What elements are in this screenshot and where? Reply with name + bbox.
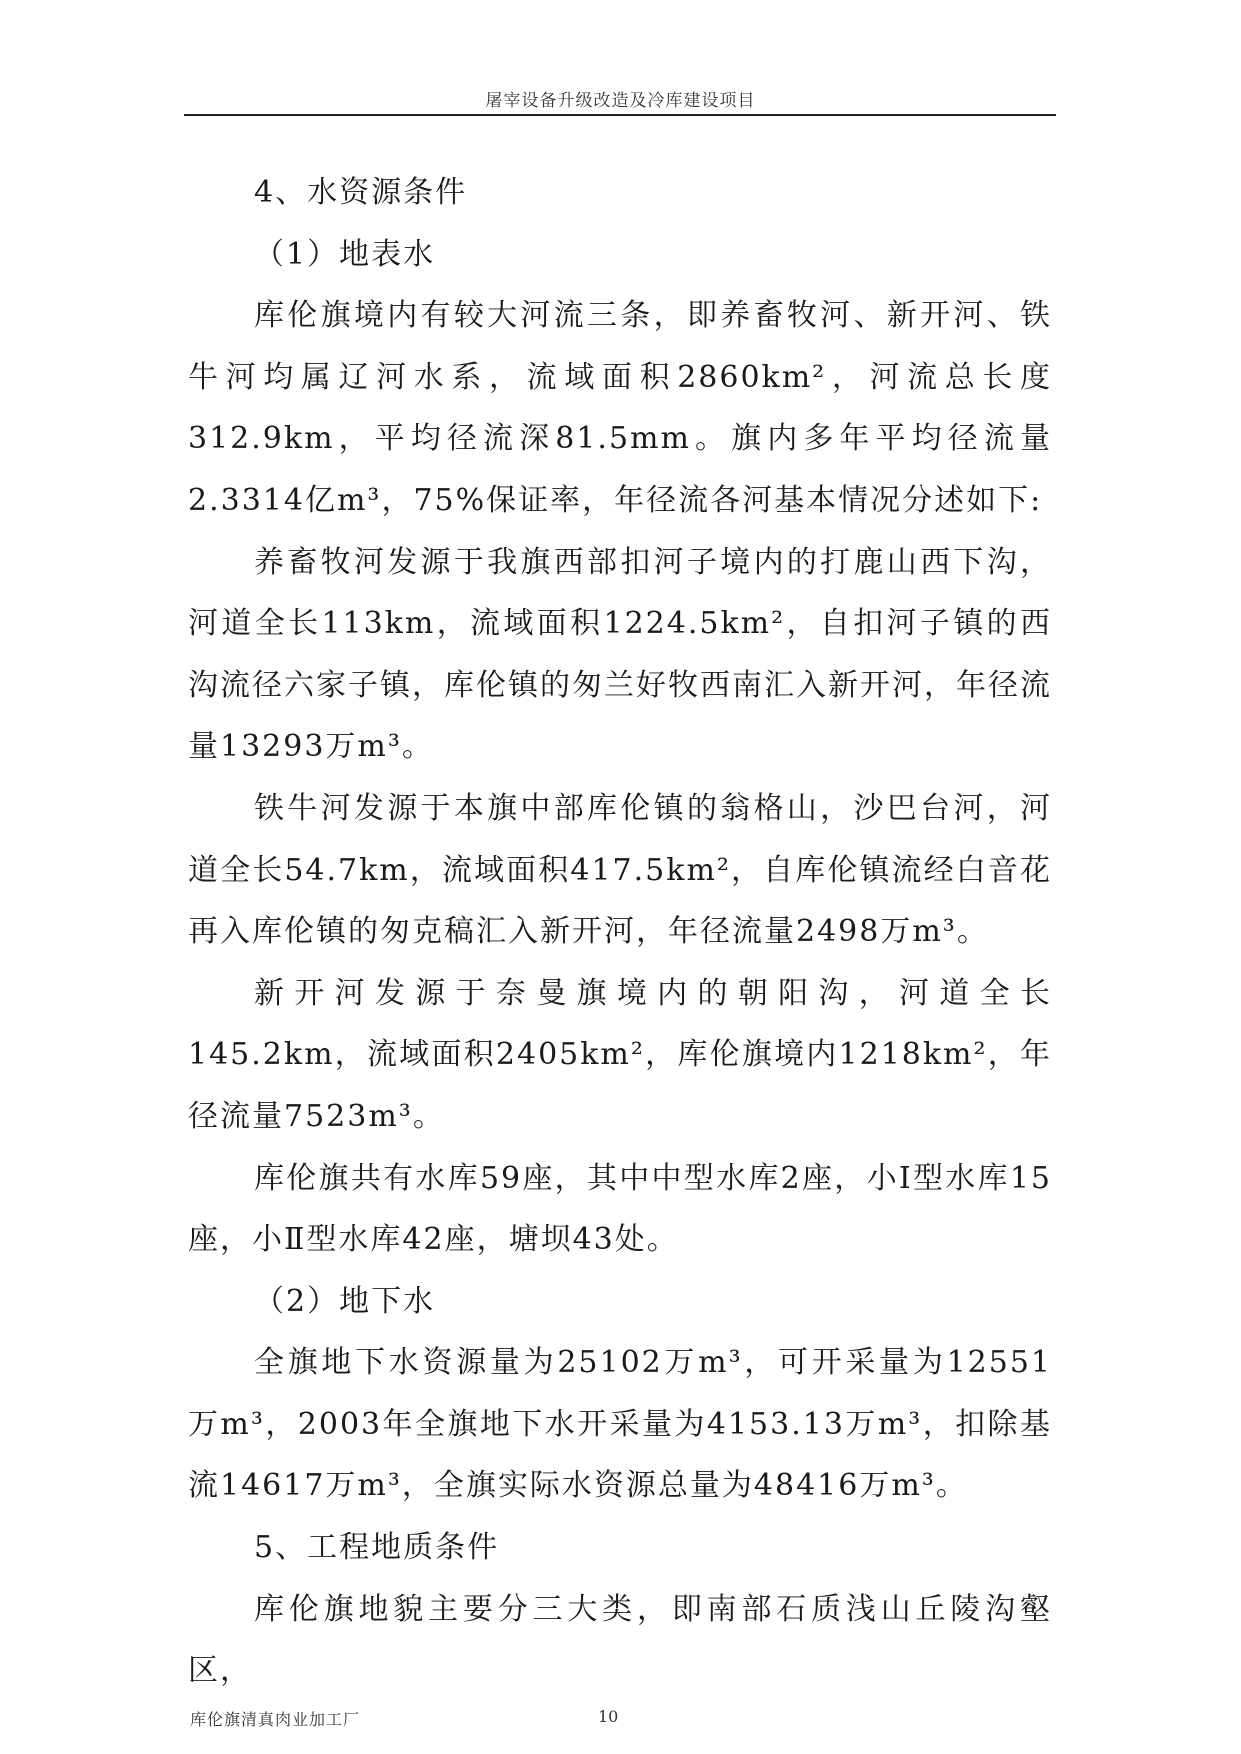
paragraph-reservoirs: 库伦旗共有水库59座，其中中型水库2座，小Ⅰ型水库15座，小Ⅱ型水库42座，塘坝43处。: [188, 1160, 1052, 1258]
paragraph-tieniu-river: 铁牛河发源于本旗中部库伦镇的翁格山，沙巴台河，河道全长54.7km，流域面积417.5km²，自库伦镇流经白音花再入库伦镇的匆克稿汇入新开河，年径流量2498万m³。: [188, 790, 1052, 950]
paragraph-rivers-overview: 库伦旗境内有较大河流三条，即养畜牧河、新开河、铁牛河均属辽河水系，流域面积2860km²，河流总长度312.9km，平均径流深81.5mm。旗内多年平均径流量2.3314亿m³，75%保证率，年径流各河基本情况分述如下:: [188, 298, 1052, 518]
subsection-groundwater-heading: （2）地下水: [254, 1283, 436, 1319]
header-divider: [184, 114, 1056, 116]
page-number: 10: [598, 1707, 619, 1726]
footer-company: 库伦旗清真肉业加工厂: [190, 1710, 361, 1729]
paragraph-groundwater: 全旗地下水资源量为25102万m³，可开采量为12551万m³，2003年全旗地下水开采量为4153.13万m³，扣除基流14617万m³，全旗实际水资源总量为48416万m³。: [188, 1345, 1052, 1504]
paragraph-yangxumu-river: 养畜牧河发源于我旗西部扣河子境内的打鹿山西下沟，河道全长113km，流域面积1224.5km²，自扣河子镇的西沟流径六家子镇，库伦镇的匆兰好牧西南汇入新开河，年径流量13293万m³。: [188, 544, 1052, 765]
paragraph-geology: 库伦旗地貌主要分三大类，即南部石质浅山丘陵沟壑区，: [188, 1591, 1052, 1689]
section-5-heading: 5、工程地质条件: [254, 1530, 500, 1566]
section-4-heading: 4、水资源条件: [254, 175, 468, 210]
paragraph-xinkai-river: 新开河发源于奈曼旗境内的朝阳沟，河道全长145.2km，流域面积2405km²，库伦旗境内1218km²，年径流量7523m³。: [188, 975, 1052, 1134]
running-header: 屠宰设备升级改造及冷库建设项目: [485, 91, 756, 111]
subsection-surface-water-heading: （1）地表水: [254, 236, 436, 272]
document-body: [188, 162, 1052, 1702]
